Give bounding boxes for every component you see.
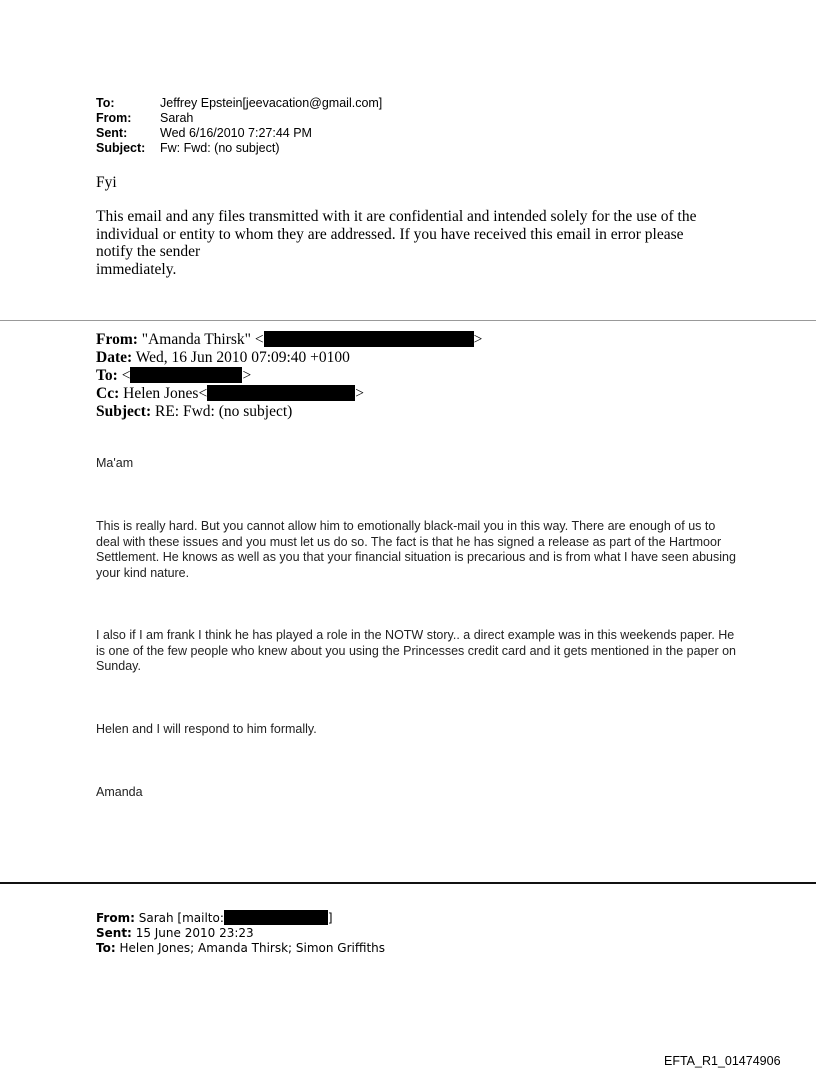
forwarded-email-header: [96, 331, 482, 421]
orig-from-close: ]: [327, 911, 333, 925]
orig-from-row: [96, 910, 385, 926]
fwd-subject-row: [96, 403, 482, 421]
section-divider: [0, 320, 816, 321]
disclaimer-line: This email and any files transmitted with it are confidential and intended solely for the use of the: [96, 208, 697, 225]
fwd-cc-row: [96, 385, 482, 403]
sent-row: [96, 126, 382, 141]
salutation: Ma'am: [96, 456, 134, 470]
subject-value: Fw: Fwd: (no subject): [160, 141, 280, 155]
orig-from-value: Sarah [mailto:: [138, 911, 224, 925]
to-row: [96, 96, 382, 111]
from-value: Sarah: [160, 111, 194, 125]
fwd-cc-label: Cc:: [96, 385, 120, 402]
sent-value: Wed 6/16/2010 7:27:44 PM: [160, 126, 312, 140]
redaction-box: [130, 367, 242, 383]
disclaimer-line: individual or entity to whom they are addressed. If you have received this email in error please: [96, 225, 684, 243]
fwd-to-row: [96, 367, 482, 385]
fwd-from-row: [96, 331, 482, 349]
close-bracket: >: [473, 331, 483, 348]
orig-to-row: [96, 941, 385, 956]
fwd-to-label: To:: [96, 367, 118, 384]
orig-sent-row: [96, 926, 385, 941]
disclaimer-line: notify the sender: [96, 243, 201, 260]
document-id: EFTA_R1_01474906: [664, 1054, 781, 1068]
orig-from-label: From:: [96, 911, 135, 925]
fwd-date-row: [96, 349, 482, 367]
subject-row: [96, 141, 382, 156]
redaction-box: [224, 910, 328, 925]
fwd-cc-value: Helen Jones<: [123, 385, 208, 402]
top-email-header: [96, 96, 382, 156]
fyi-text: Fyi: [96, 174, 117, 191]
close-bracket: >: [242, 367, 252, 384]
to-label: To:: [96, 96, 115, 110]
original-email-header: [96, 910, 385, 956]
redaction-box: [264, 331, 474, 347]
close-bracket: >: [355, 385, 364, 402]
sent-label: Sent:: [96, 126, 128, 140]
section-divider: [0, 882, 816, 884]
signoff: Amanda: [96, 785, 143, 799]
fwd-from-label: From:: [96, 331, 138, 348]
body-paragraph: I also if I am frank I think he has played a role in the NOTW story.. a direct example was in this weekends paper. He is one of the few people who knew about you using the Princesses credit card and it gets mentioned in the paper on Sunday.: [96, 628, 736, 673]
body-paragraph: This is really hard. But you cannot allow him to emotionally black-mail you in this way. There are enough of us to deal with these issues and you must let us do so. The fact is that he has signed a release as part of the Hartmoor Settlement. He knows as well as you that your financial situation is precarious and is from what I have seen abusing your kind nature.: [96, 519, 736, 580]
redaction-box: [207, 385, 355, 401]
fwd-to-open: <: [121, 367, 131, 384]
confidentiality-disclaimer: [96, 208, 736, 278]
from-label: From:: [96, 111, 132, 125]
orig-to-value: Helen Jones; Amanda Thirsk; Simon Griffiths: [119, 941, 386, 955]
orig-sent-value: 15 June 2010 23:23: [135, 926, 254, 940]
to-value: Jeffrey Epstein[jeevacation@gmail.com]: [160, 96, 383, 110]
fwd-date-label: Date:: [96, 349, 133, 366]
from-row: [96, 111, 382, 126]
fwd-subject-label: Subject:: [96, 403, 152, 420]
orig-to-label: To:: [96, 941, 116, 955]
fwd-from-value: "Amanda Thirsk" <: [141, 331, 264, 348]
body-paragraph: Helen and I will respond to him formally.: [96, 722, 317, 736]
disclaimer-line: immediately.: [96, 260, 177, 278]
orig-sent-label: Sent:: [96, 926, 132, 940]
fwd-date-value: Wed, 16 Jun 2010 07:09:40 +0100: [135, 349, 350, 366]
subject-label: Subject:: [96, 141, 146, 155]
fwd-subject-value: RE: Fwd: (no subject): [154, 403, 293, 420]
